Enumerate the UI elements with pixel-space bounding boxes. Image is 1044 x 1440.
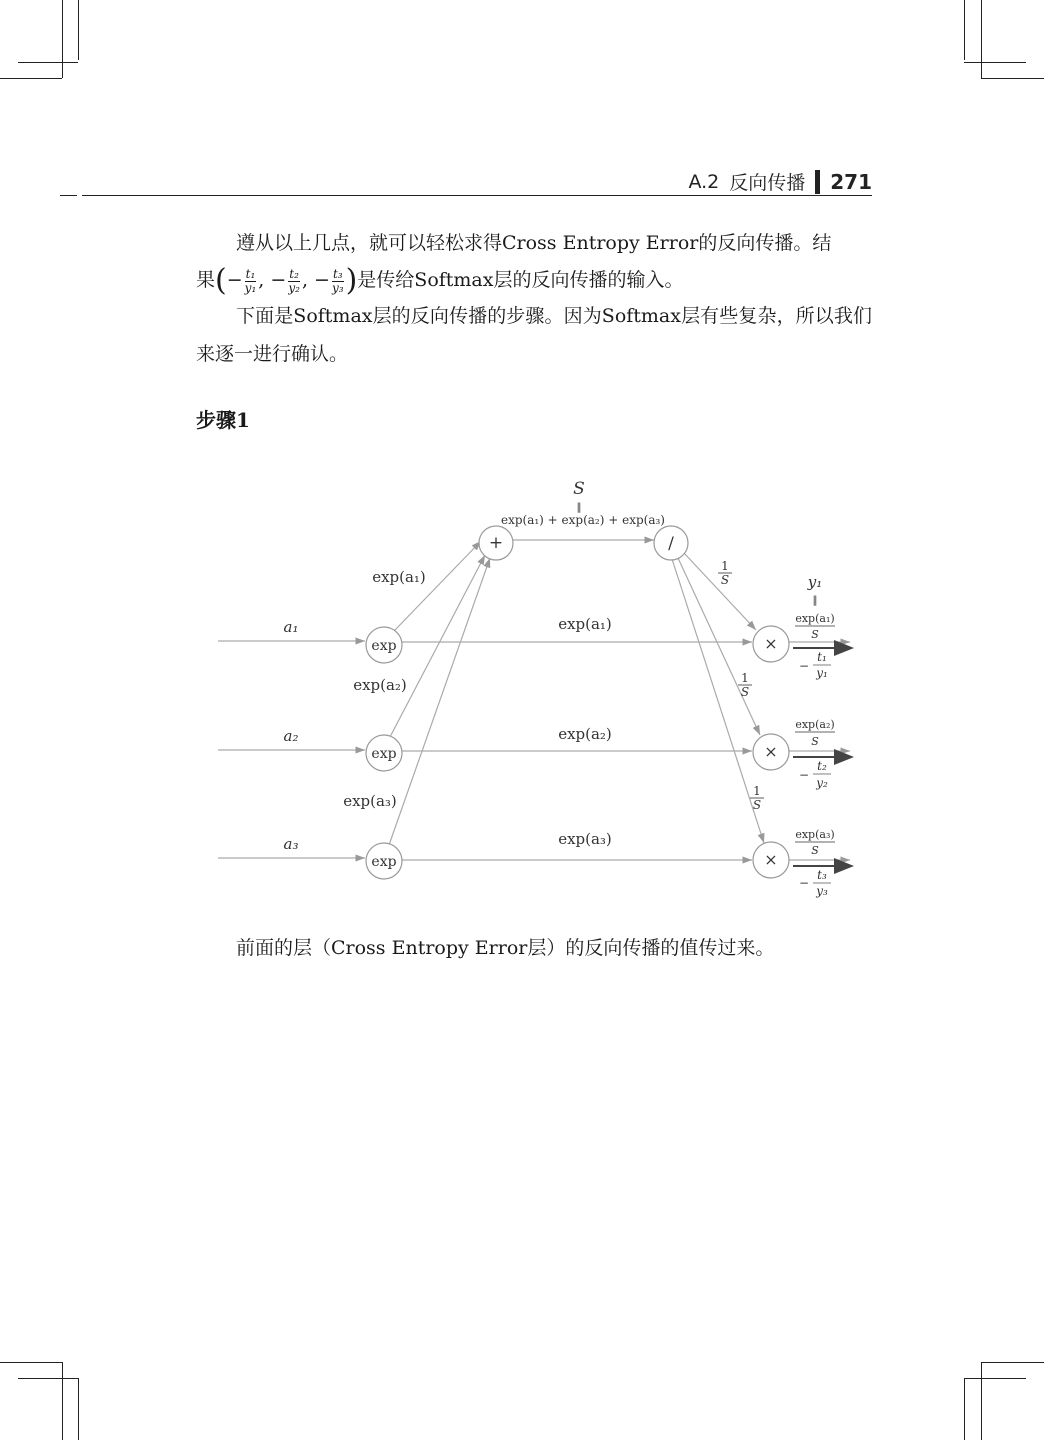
fraction-denominator: y₁ <box>244 280 257 295</box>
diag-label-1: exp(a₁) <box>372 568 426 586</box>
section-title: 反向传播 <box>729 172 806 194</box>
output-num-1: exp(a₁) <box>795 612 835 625</box>
figure-caption: 前面的层（Cross Entropy Error层）的反向传播的值传过来。 <box>236 937 775 959</box>
output-num-3: exp(a₃) <box>795 828 835 841</box>
exp-node-label: exp <box>371 854 397 870</box>
fraction-numerator: t₁ <box>245 266 256 281</box>
grad-sign-3: − <box>798 876 810 890</box>
grad-num-2: t₂ <box>817 759 827 773</box>
diag-label-2: exp(a₂) <box>353 676 407 694</box>
horiz-label-2: exp(a₂) <box>558 725 612 743</box>
grad-sign-1: − <box>798 659 810 673</box>
inv-s-num: 1 <box>741 671 749 685</box>
page-number: 271 <box>830 169 872 194</box>
grad-num-1: t₁ <box>817 650 827 664</box>
mul-node-label: × <box>764 742 778 761</box>
paragraph-2: 下面是Softmax层的反向传播的步骤。因为Softmax层有些复杂，所以我们来逐一进行确认。 <box>196 305 872 365</box>
horiz-label-1: exp(a₁) <box>558 615 612 633</box>
output-den-1: S <box>811 628 819 641</box>
text-fragment: 是传给Softmax层的反向传播的输入。 <box>357 269 684 291</box>
horiz-label-3: exp(a₃) <box>558 830 612 848</box>
input-label-a3: a₃ <box>283 835 299 853</box>
mul-node-label: × <box>764 634 778 653</box>
inv-s-den: S <box>720 573 730 587</box>
output-den-2: S <box>811 735 819 748</box>
sum-label: S <box>573 479 585 499</box>
exp-node-label: exp <box>371 638 397 654</box>
paragraph-1-line-2: 果(− $\frac{\text{t₁}}{\text{y₁}}$ , − $\frac{\text{t₂}}{\text{y₂}}$ , − $\frac{\text{t₃}}{\text{y₃}}$ )是传给Softmax层的反向传播的输入。 <box>196 263 684 298</box>
edge-div-mul3 <box>672 559 764 843</box>
grad-sign-2: − <box>798 768 810 782</box>
input-label-a2: a₂ <box>283 727 299 745</box>
fraction-numerator: t₂ <box>289 266 299 281</box>
input-label-a1: a₁ <box>283 618 299 636</box>
inv-s-num: 1 <box>753 784 761 798</box>
section-number: A.2 <box>688 170 720 193</box>
mul-node-label: × <box>764 850 778 869</box>
y1-equals: ‖ <box>812 595 818 606</box>
inv-s-den: S <box>740 685 750 699</box>
output-num-2: exp(a₂) <box>795 718 835 731</box>
edge-exp3-plus <box>389 558 490 845</box>
fraction-numerator: t₃ <box>332 266 343 281</box>
right-paren: ) <box>345 263 358 298</box>
div-node-label: / <box>668 534 674 554</box>
edge-div-mul1 <box>684 553 756 630</box>
diag-label-3: exp(a₃) <box>343 792 397 810</box>
grad-num-3: t₃ <box>817 868 827 882</box>
grad-den-1: y₁ <box>816 666 828 680</box>
inv-s-den: S <box>752 798 762 812</box>
inv-s-num: 1 <box>721 559 729 573</box>
left-paren: ( <box>215 263 227 298</box>
fraction-denominator: y₃ <box>331 280 344 295</box>
paragraph-1-line-1: 遵从以上几点，就可以轻松求得Cross Entropy Error的反向传播。结 <box>236 232 832 254</box>
plus-node-label: + <box>488 533 504 553</box>
grad-den-2: y₂ <box>816 776 828 790</box>
exp-node-label: exp <box>371 746 397 762</box>
sum-expression: exp(a₁) + exp(a₂) + exp(a₃) <box>500 513 666 527</box>
y1-label: y₁ <box>807 573 823 591</box>
text-fragment: 果 <box>196 269 216 291</box>
step-title: 步骤1 <box>196 408 250 432</box>
output-den-3: S <box>811 844 819 857</box>
grad-den-3: y₃ <box>816 884 828 898</box>
sum-equals: ‖ <box>576 502 582 513</box>
edge-div-mul2 <box>678 558 760 735</box>
fraction-denominator: y₂ <box>288 280 300 295</box>
